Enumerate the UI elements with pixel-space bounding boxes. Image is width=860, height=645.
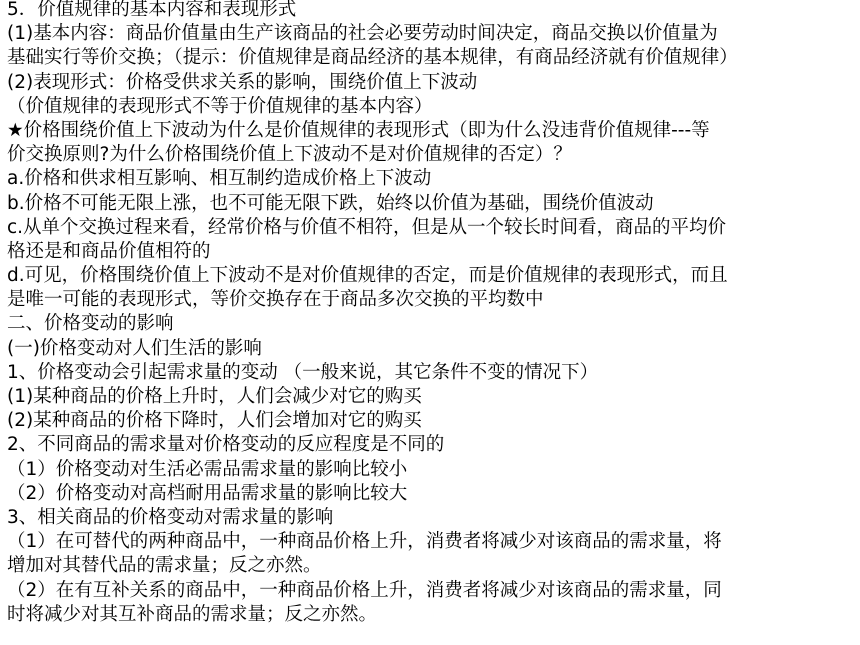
text-line: (2)某种商品的价格下降时，人们会增加对它的购买 [7,410,422,432]
text-line: (2)表现形式：价格受供求关系的影响，围绕价值上下波动 [7,71,478,93]
star-question-line: ★价格围绕价值上下波动为什么是价值规律的表现形式（即为什么没违背价值规律---等 [7,119,710,141]
text-line: 3、相关商品的价格变动对需求量的影响 [7,506,334,528]
text-line: 增加对其替代品的需求量；反之亦然。 [7,555,322,577]
text-line: 基础实行等价交换；（提示：价值规律是商品经济的基本规律，有商品经济就有价值规律） [7,47,738,69]
text-line: 时将减少对其互补商品的需求量；反之亦然。 [7,603,378,625]
text-line: （1）价格变动对生活必需品需求量的影响比较小 [7,458,408,480]
text-line: (1)基本内容：商品价值量由生产该商品的社会必要劳动时间决定，商品交换以价值量为 [7,23,718,45]
text-line: 格还是和商品价值相符的 [7,240,211,262]
text-line: c.从单个交换过程来看，经常价格与价值不相符，但是从一个较长时间看，商品的平均价 [7,216,727,238]
text-line: 价交换原则?为什么价格围绕价值上下波动不是对价值规律的否定）？ [7,144,572,166]
text-line: （价值规律的表现形式不等于价值规律的基本内容） [7,95,433,117]
text-line: 是唯一可能的表现形式，等价交换存在于商品多次交换的平均数中 [7,289,544,311]
text-line: （1）在可替代的两种商品中，一种商品价格上升，消费者将减少对该商品的需求量，将 [7,531,722,553]
subsection-heading: (一)价格变动对人们生活的影响 [7,337,262,359]
section-heading-value-law: 5．价值规律的基本内容和表现形式 [7,0,297,20]
text-line: 2、不同商品的需求量对价格变动的反应程度是不同的 [7,434,445,456]
text-line: d.可见，价格围绕价值上下波动不是对价值规律的否定，而是价值规律的表现形式，而且 [7,265,728,287]
text-line: （2）在有互补关系的商品中，一种商品价格上升，消费者将减少对该商品的需求量，同 [7,579,722,601]
section-heading-price-change: 二、价格变动的影响 [7,313,174,335]
text-line: （2）价格变动对高档耐用品需求量的影响比较大 [7,482,408,504]
text-line: b.价格不可能无限上涨，也不可能无限下跌，始终以价值为基础，围绕价值波动 [7,192,654,214]
text-line: (1)某种商品的价格上升时，人们会减少对它的购买 [7,386,422,407]
text-line: 1、价格变动会引起需求量的变动 （一般来说，其它条件不变的情况下） [7,361,599,383]
document-body [7,0,857,627]
text-line: a.价格和供求相互影响、相互制约造成价格上下波动 [7,168,432,190]
